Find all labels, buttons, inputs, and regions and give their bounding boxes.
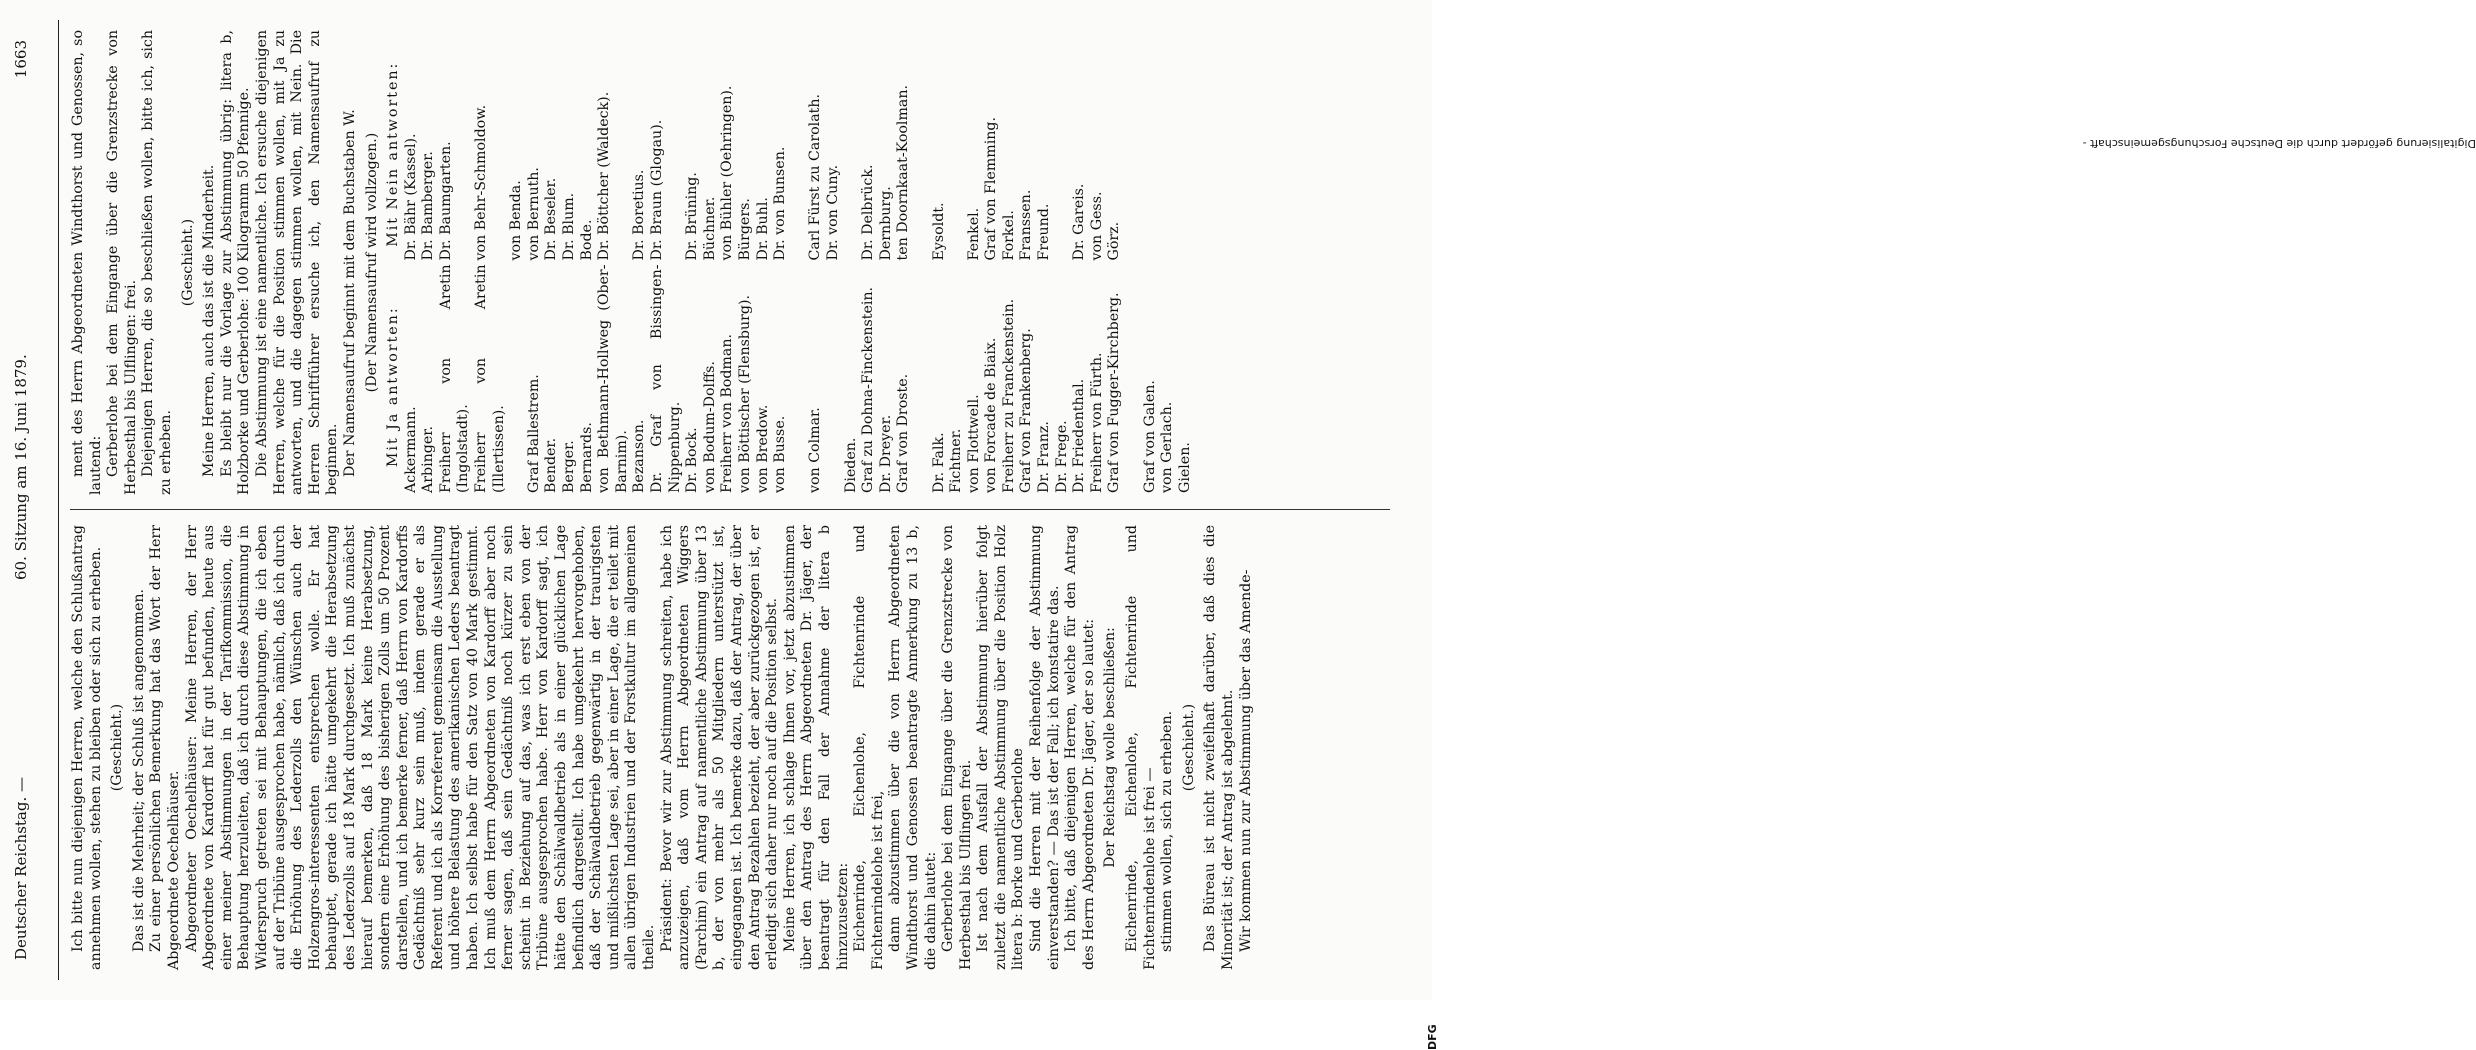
ja-voter: Bender. <box>543 437 560 493</box>
ja-voter: Dieden. <box>842 437 859 493</box>
nein-voter <box>948 30 966 263</box>
paragraph: Gerberlohe bei dem Eingange über die Grenzstrecke von Herbesthal bis Ulflingen: frei. <box>105 30 139 495</box>
nein-voter: Graf von Flemming. <box>983 117 1000 261</box>
ja-voter: Graf von Droste. <box>895 373 912 493</box>
paragraph: Die Abstimmung ist eine namentliche. Ich ersuche diejenigen Herren, welche für die Position stimmen wollen, mit Ja zu antworten, und die dagegen stimmen wollen, mit Nein. Die Herren Schriftführer ersuche ich, den Namensaufruf zu beginnen. <box>253 30 341 495</box>
ja-voter <box>825 263 843 496</box>
nein-voter: Dr. Böttcher (Waldeck). <box>596 91 613 261</box>
nein-voter: Dr. Gareis. <box>1071 183 1088 261</box>
column-left <box>70 525 1255 970</box>
ja-voter: Fichtner. <box>948 428 965 493</box>
paragraph: (Geschieht.) <box>109 703 126 792</box>
nein-heading: Mit Nein antworten: <box>385 61 402 247</box>
nein-voter <box>1142 30 1160 263</box>
ja-voter: Freiherr von Bodman. <box>719 334 736 493</box>
nein-voter: Eysoldt. <box>930 202 947 261</box>
nein-voter: Bürgers. <box>736 198 753 261</box>
nein-voter: Dr. Bamberger. <box>420 151 437 261</box>
nein-voter: von Benda. <box>508 180 525 261</box>
nein-voter: Büchner. <box>701 196 718 261</box>
paragraph: Der Namensaufruf beginnt mit dem Buchstaben W. <box>341 109 358 477</box>
digitization-credit <box>1404 0 2476 1050</box>
ja-voter: Dr. Dreyer. <box>877 414 894 493</box>
nein-voter <box>1177 30 1195 263</box>
nein-voter <box>790 30 808 263</box>
nein-voter: Dr. Baumgarten. <box>437 141 454 261</box>
ja-voter: Freiherr von Aretin (Ingolstadt). <box>437 264 472 493</box>
ja-voter: von Böttischer (Flensburg). <box>736 294 753 493</box>
ja-voter: Dr. Graf von Bissingen-Nippenburg. <box>649 264 683 493</box>
paragraph: Das Büreau ist nicht zweifelhaft darüber, daß dies die Minorität ist; der Antrag ist abgelehnt. <box>1202 525 1236 970</box>
ja-voter: von Busse. <box>772 415 789 493</box>
paragraph: Ich bitte nun diejenigen Herren, welche den Schlußantrag annehmen wollen, stehen zu bleiben oder sich zu erheben. <box>70 525 104 970</box>
nein-voter: von Gess. <box>1088 191 1105 261</box>
ja-voter: Graf Ballestrem. <box>525 374 542 493</box>
ja-voter: Graf von Galen. <box>1141 380 1158 493</box>
nein-voter: von Behr-Schmoldow. <box>473 104 490 261</box>
ja-voter: Bezanson. <box>631 419 648 493</box>
nein-voter: Carl Fürst zu Carolath. <box>807 93 824 261</box>
ja-voter: Freiherr zu Franckenstein. <box>1000 298 1017 493</box>
nein-voter <box>1124 30 1142 263</box>
nein-voter: Fenkel. <box>965 207 982 261</box>
paragraph: Präsident: Bevor wir zur Abstimmung schreiten, habe ich anzuzeigen, daß vom Herrn Abgeordneten Wiggers (Parchim) ein Antrag auf namentliche Abstimmung über 13 b, der von mehr als 50 Mitgliedern unterstützt ist, eingegangen ist. Ich bemerke dazu, daß der Antrag, der über den Antrag Bezahlen bezieht, der aber zurückgezogen ist, er erledigt sich daher nur noch auf die Position selbst. <box>658 525 781 970</box>
ja-voter <box>913 263 931 496</box>
nein-voter: Görz. <box>1106 221 1123 261</box>
ja-voter: von Gerlach. <box>1159 401 1176 493</box>
paragraph: Der Reichstag wolle beschließen: <box>1102 627 1119 868</box>
ja-voter <box>790 263 808 496</box>
ja-voter: von Forcade de Biaix. <box>983 337 1000 493</box>
paragraph: Diejenigen Herren, die so beschließen wollen, bitte ich, sich zu erheben. <box>140 30 174 495</box>
column-right <box>70 30 1194 495</box>
nein-voter: ten Doornkaat-Koolman. <box>895 84 912 261</box>
running-header <box>8 0 38 1000</box>
nein-voter: Dr. Beseler. <box>543 177 560 261</box>
ja-voter: von Bodum-Dolffs. <box>701 361 718 493</box>
ja-voter: Dr. Friedenthal. <box>1071 378 1088 493</box>
nein-voter: Dr. Bähr (Kassel). <box>402 133 419 261</box>
nein-voter: von Bernuth. <box>525 167 542 261</box>
paragraph: Wir kommen nun zur Abstimmung über das Amende- <box>1237 569 1254 952</box>
ja-voter: von Bredow. <box>754 404 771 493</box>
nein-voter: Forkel. <box>1000 210 1017 261</box>
ja-voter: Ackermann. <box>402 406 419 493</box>
ja-voter: von Bethmann-Hollweg (Ober-Barnim). <box>596 264 630 493</box>
nein-voter: Dernburg. <box>877 186 894 261</box>
header-left: Deutscher Reichstag. — <box>12 776 30 960</box>
nein-voter <box>913 30 931 263</box>
ja-voter: Arbinger. <box>420 426 437 493</box>
ja-voter: Dr. Franz. <box>1036 421 1053 493</box>
paragraph: (Geschieht.) <box>179 218 196 307</box>
nein-voter: Dr. Buhl. <box>754 197 771 261</box>
ja-voter: Dr. Frege. <box>1053 420 1070 493</box>
ja-voter <box>508 263 526 496</box>
nein-voter: Dr. Braun (Glogau). <box>649 119 665 261</box>
paragraph: Es bleibt nur die Vorlage zur Abstimmung übrig: litera b, Holzborke und Gerberlohe: 100 Kilogramm 50 Pfennige. <box>218 30 253 495</box>
paragraph: stimmen wollen, sich zu erheben. <box>1159 710 1176 952</box>
page-number: 1663 <box>12 40 30 79</box>
nein-voter: Freund. <box>1036 203 1053 261</box>
paragraph: dann abzustimmen über die von Herrn Abgeordneten Windthorst und Genossen beantragte Anmerkung zu 13 b, die dahin lautet: <box>887 525 939 970</box>
ja-heading: Mit Ja antworten: <box>385 306 402 468</box>
ja-voter: Graf von Frankenberg. <box>1018 328 1035 493</box>
nein-voter: Dr. Blum. <box>561 192 578 261</box>
nein-voter <box>1054 30 1072 263</box>
ja-voter: Graf von Fugger-Kirchberg. <box>1106 292 1123 493</box>
paragraph: Das ist die Mehrheit; der Schluß ist angenommen. <box>130 588 147 952</box>
nein-voter: Dr. von Bunsen. <box>772 146 789 261</box>
paragraph: Ist nach dem Ausfall der Abstimmung hierüber folgt zuletzt die namentliche Abstimmung über die Position Holz litera b: Borke und Gerberlohe <box>975 525 1027 970</box>
ja-voter: von Flottwell. <box>965 394 982 493</box>
ja-voter: Graf zu Dohna-Finckenstein. <box>860 286 877 493</box>
paragraph: ment des Herrn Abgeordneten Windthorst und Genossen, so lautend: <box>70 30 104 495</box>
paragraph: Eichenrinde, Eichenlohe, Fichtenrinde und Fichtenrindenlohe ist frei — <box>1124 525 1158 970</box>
ja-voter: Dr. Falk. <box>930 432 947 493</box>
ja-voter: Dr. Bock. <box>684 427 701 493</box>
paragraph: Meine Herren, ich schlage Ihnen vor, jetzt abzustimmen über den Antrag des Herrn Abgeordneten Dr. Jäger, der beantragt für den Fall der Annahme der litera b hinzuzusetzen: <box>781 525 851 970</box>
paragraph: Ich bitte, daß diejenigen Herren, welche für den Antrag des Herrn Abgeordneten Dr. Jäger, der so lautet: <box>1063 525 1097 970</box>
column-divider <box>70 509 1390 510</box>
ja-voter: Freiherr von Aretin (Illertissen). <box>473 264 507 493</box>
credit-text: Digitalisierung gefördert durch die Deutsche Forschungsgemeinschaft - <box>2082 137 2476 150</box>
paragraph: (Geschieht.) <box>1180 703 1197 792</box>
vote-list <box>403 30 1195 495</box>
paragraph: Abgeordneter Oechelhäuser: Meine Herren, der Herr Abgeordnete von Kardorff hat für gut befunden, heute aus einer meiner Abstimmungen in der Tarifkommission, die Behauptung herzuleiten, daß ich durch diese Abstimmung in Widerspruch getreten sei mit Behauptungen, die ich eben auf der Tribüne ausgesprochen habe, nämlich, daß ich durch die Erhöhung des Lederzolls den Wünschen auch der Holzengros-interessenten entsprechen wolle. Er hat behauptet, gerade ich hätte umgekehrt die Herabsetzung des Lederzolls auf 18 Mark durchgesetzt. Ich muß zunächst hierauf bemerken, daß 18 Mark keine Herabsetzung, sondern eine Erhöhung des bisherigen Zolls um 50 Prozent darstellen, und ich bemerke ferner, daß Herrn von Kardorffs Gedächtniß sehr kurz sein muß, indem gerade er als Referent und ich als Korreferent gemeinsam die Ausstellung und höhere Belastung des amerikanischen Leders beantragt haben. Ich selbst habe für den Satz von 40 Mark gestimmt. Ich muß dem Herrn Abgeordneten von Kardorff aber noch ferner sagen, daß sein Gedächtniß noch kürzer zu sein scheint in Beziehung auf das, was ich erst eben von der Tribüne ausgesprochen habe. Herr von Kardorff sagt, ich hätte den Schälwaldbetrieb als in einer glücklichen Lage befindlich dargestellt. Ich habe umgekehrt hervorgehoben, daß der Schälwaldbetrieb gegenwärtig in der traurigsten und mißlichsten Lage sei, aber in einer Lage, die er teilet mit allen übrigen Industrien und der Forstkultur im allgemeinen theile. <box>183 525 657 970</box>
header-session: 60. Sitzung am 16. Juni 1879. <box>12 354 30 580</box>
ja-voter: Freiherr von Fürth. <box>1088 352 1105 493</box>
paragraph: Sind die Herren mit der Reihenfolge der Abstimmung einverstanden? — Das ist der Fall; ich konstatire das. <box>1028 525 1062 970</box>
ja-voter: Bernards. <box>578 422 595 493</box>
paragraph: Meine Herren, auch das ist die Minderheit. <box>201 164 218 477</box>
nein-voter: Dr. Delbrück. <box>860 164 877 261</box>
ja-voter: Gielen. <box>1176 442 1193 493</box>
ja-voter: Berger. <box>561 440 578 493</box>
paragraph: (Der Namensaufruf wird vollzogen.) <box>363 132 380 393</box>
header-rule <box>58 20 59 980</box>
vote-headings <box>385 30 403 495</box>
nein-voter: Dr. von Cuny. <box>824 164 841 261</box>
nein-voter <box>843 30 861 263</box>
paragraph: Zu einer persönlichen Bemerkung hat das Wort der Herr Abgeordnete Oechelhäuser. <box>148 525 182 970</box>
nein-voter: Bode. <box>578 219 595 261</box>
nein-voter: Dr. Brüning. <box>684 172 701 261</box>
nein-voter <box>1159 30 1177 263</box>
ja-voter: von Colmar. <box>807 407 824 493</box>
ja-voter <box>1124 263 1142 496</box>
nein-voter: Franssen. <box>1018 189 1035 261</box>
paragraph: Gerberlohe bei dem Eingange über die Grenzstrecke von Herbesthal bis Ulflingen frei. <box>940 525 974 970</box>
nein-voter: Dr. Boretius. <box>631 169 648 261</box>
nein-voter: von Bühler (Oehringen). <box>719 85 736 261</box>
dfg-badge: DFG <box>1426 1024 1439 1050</box>
paragraph: Eichenrinde, Eichenlohe, Fichtenrinde und Fichtenrindelohe ist frei, <box>852 525 886 970</box>
